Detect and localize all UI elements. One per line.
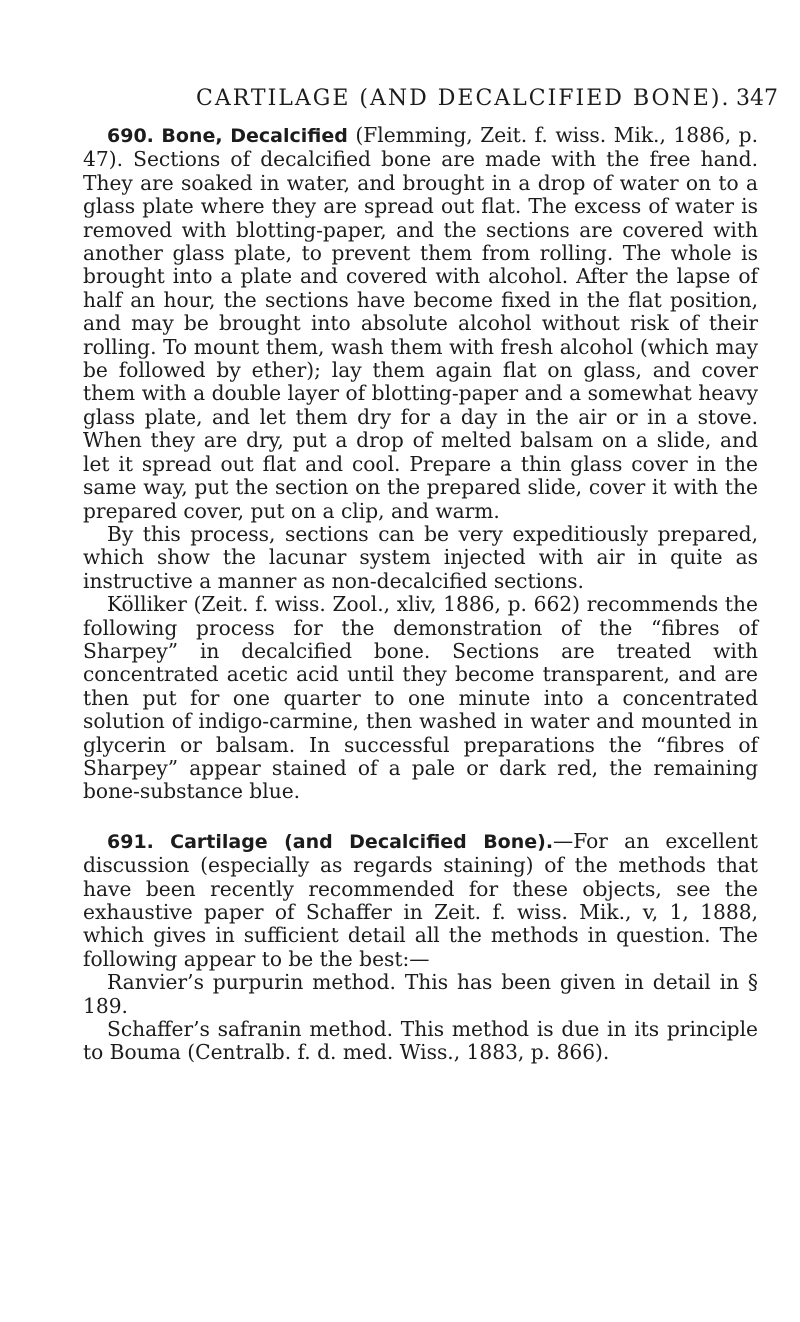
section-heading: Bone, Decalcified bbox=[161, 125, 348, 147]
running-header bbox=[0, 86, 800, 120]
running-title: CARTILAGE (AND DECALCIFIED BONE). bbox=[196, 86, 731, 111]
section-number: 691. bbox=[107, 830, 154, 853]
paragraph-text: —For an excellent discussion (especially as regards staining) of the methods that have been recently recommended for these objects, see the exhaustive paper of Schaffer in Zeit. f. wiss. Mik., v, 1, 1888, which gives in sufficient detail all the methods in question. The following appear to be the best:— bbox=[83, 828, 758, 971]
paragraph-text: (Flemming, Zeit. f. wiss. Mik., 1886, p. 47). Sections of decalcified bone are made with the free hand. They are soaked in water, and brought in a drop of water on to a glass plate where they are spread out flat. The excess of water is removed with blotting-paper, and the sections are covered with another glass plate, to prevent them from rolling. The whole is brought into a plate and covered with alcohol. After the lapse of half an hour, the sections have become fixed in the flat position, and may be brought into absolute alcohol without risk of their rolling. To mount them, wash them with fresh alcohol (which may be followed by ether); lay them again flat on glass, and cover them with a double layer of blotting-paper and a somewhat heavy glass plate, and let them dry for a day in the air or in a stove. When they are dry, put a drop of melted balsam on a slide, and let it spread out flat and cool. Prepare a thin glass cover in the same way, put the section on the prepared slide, cover it with the prepared cover, put on a clip, and warm. bbox=[83, 123, 759, 523]
section-691-paragraph-3: Schaffer’s safranin method. This method is due in its principle to Bouma (Centralb. f. d. med. Wiss., 1883, p. 866). bbox=[83, 1017, 758, 1065]
page-number: 347 bbox=[736, 86, 778, 111]
section-heading: Cartilage (and Decalcified Bone). bbox=[170, 830, 554, 853]
section-690-paragraph-2: By this process, sections can be very expeditiously prepared, which show the lacunar system injected with air in quite as instructive a manner as non-decalcified sections. bbox=[83, 521, 758, 593]
section-691-paragraph-1 bbox=[83, 830, 758, 971]
section-690-paragraph-1 bbox=[83, 124, 758, 523]
body-text bbox=[83, 124, 758, 1065]
section-number: 690. bbox=[107, 125, 154, 147]
section-690-paragraph-3: Kölliker (Zeit. f. wiss. Zool., xliv, 1886, p. 662) recommends the following process for the demonstration of the “fibres of Sharpey” in decalcified bone. Sections are treated with concentrated acetic acid until they become transparent, and are then put for one quarter to one minute into a concentrated solution of indigo-carmine, then washed in water and mounted in glycerin or balsam. In successful preparations the “fibres of Sharpey” appear stained of a pale or dark red, the remaining bone-substance blue. bbox=[83, 592, 758, 804]
section-691-paragraph-2: Ranvier’s purpurin method. This has been given in detail in § 189. bbox=[83, 970, 758, 1018]
